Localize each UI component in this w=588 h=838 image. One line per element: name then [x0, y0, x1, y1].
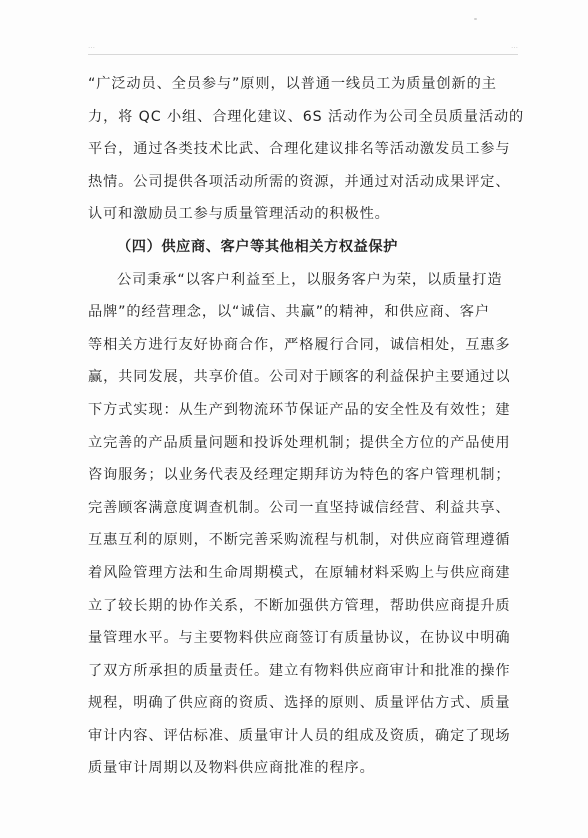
text-line: 赢，共同发展，共享价值。公司对于顾客的利益保护主要通过以	[88, 369, 511, 386]
text-line: 审计内容、评估标准、质量审计人员的组成及资质，确定了现场	[88, 727, 511, 744]
text-line: 等相关方进行友好协商合作，严格履行合同，诚信相处，互惠多	[88, 336, 511, 353]
text-line: “广泛动员、全员参与”原则，以普通一线员工为质量创新的主	[88, 76, 497, 92]
text-line: 立完善的产品质量问题和投诉处理机制；提供全方位的产品使用	[88, 434, 511, 451]
text-line: 质量审计周期以及物料供应商批准的程序。	[88, 760, 375, 777]
document-body	[88, 68, 525, 785]
text-line: 着风险管理方法和生命周期模式，在原辅材料采购上与供应商建	[88, 564, 511, 581]
header-right-text: …	[511, 42, 518, 50]
text-line: 完善顾客满意度调查机制。公司一直坚持诚信经营、利益共享、	[88, 499, 511, 516]
text-line: 咨询服务；以业务代表及经理定期拜访为特色的客户管理机制；	[88, 467, 511, 484]
text-line: 品牌”的经营理念，以“诚信、共赢”的精神，和供应商、客户	[88, 304, 490, 321]
paragraph-stakeholder-protection	[88, 264, 520, 786]
section-heading: （四）供应商、客户等其他相关方权益保护	[117, 238, 398, 255]
page-header	[88, 40, 518, 55]
text-line: 了双方所承担的质量责任。建立有物料供应商审计和批准的操作	[88, 662, 511, 679]
page-mark	[474, 18, 477, 20]
text-line: 公司秉承“以客户利益至上，以服务客户为荣，以质量打造	[117, 271, 503, 288]
text-line: 量管理水平。与主要物料供应商签订有质量协议，在协议中明确	[88, 630, 511, 647]
text-line: 平台，通过各类技术比武、合理化建议排名等活动激发员工参与	[88, 141, 511, 158]
text-line: 热情。公司提供各项活动所需的资源，并通过对活动成果评定、	[88, 173, 511, 190]
text-line: 互惠互利的原则，不断完善采购流程与机制，对供应商管理遵循	[88, 532, 511, 549]
header-left-text: …	[88, 42, 96, 50]
text-line: 下方式实现：从生产到物流环节保证产品的安全性及有效性；建	[88, 401, 511, 418]
text-line: 规程，明确了供应商的资质、选择的原则、质量评估方式、质量	[88, 695, 511, 712]
text-line: 认可和激励员工参与质量管理活动的积极性。	[88, 206, 390, 223]
paragraph-continued	[88, 68, 525, 231]
text-line: 立了较长期的协作关系，不断加强供方管理，帮助供应商提升质	[88, 597, 511, 614]
text-line: 力，将 QC 小组、合理化建议、6S 活动作为公司全员质量活动的	[88, 108, 525, 125]
